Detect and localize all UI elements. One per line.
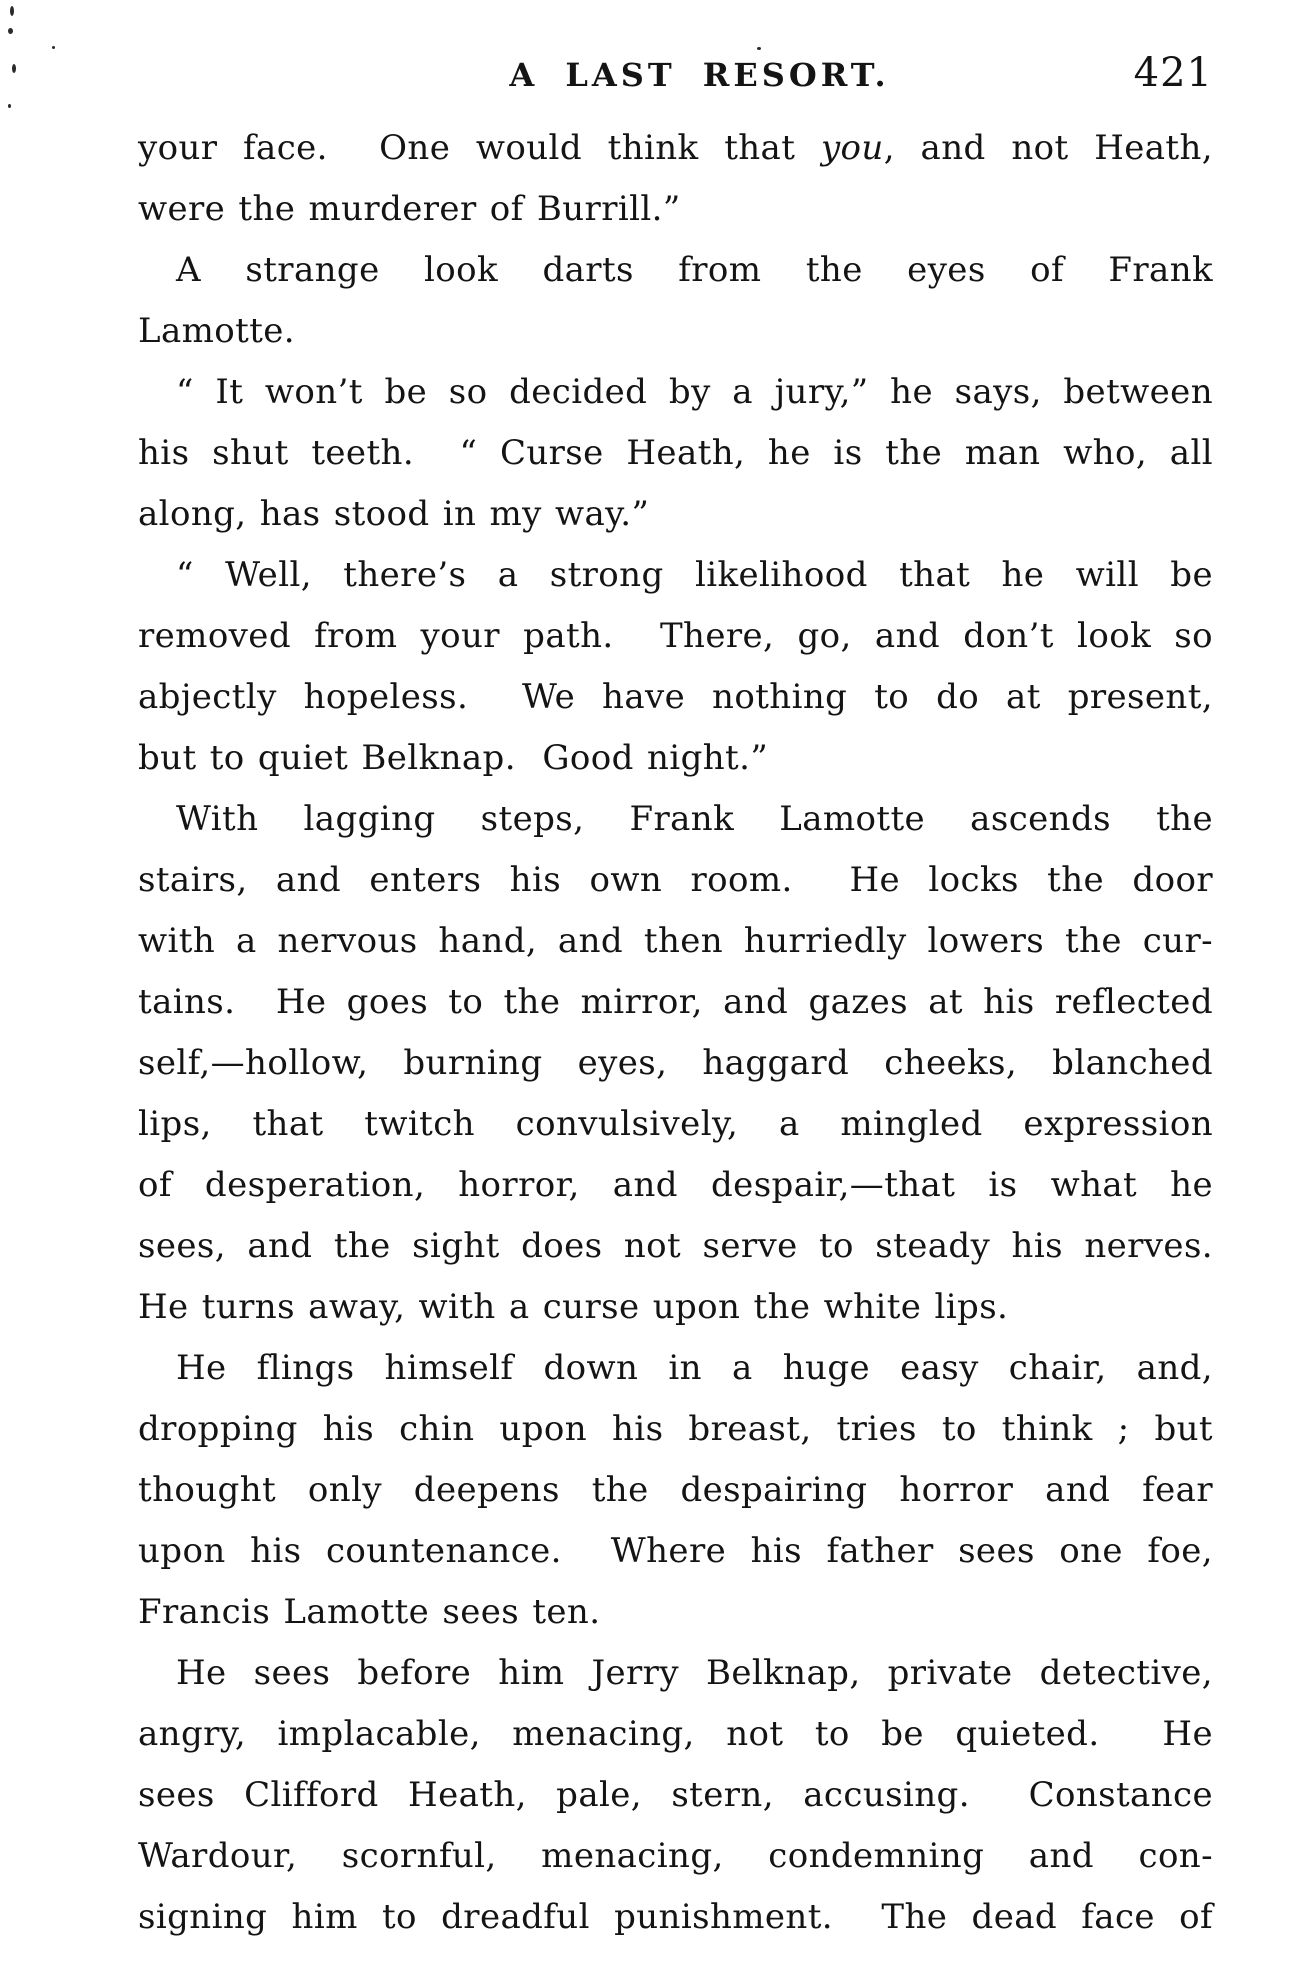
text-segment: With lagging steps, Frank Lamotte ascends the <box>176 799 1213 839</box>
text-line <box>138 1887 1213 1948</box>
text-segment: of desperation, horror, and despair,—that is what he <box>138 1165 1213 1205</box>
text-line <box>138 484 1213 545</box>
text-line <box>138 118 1213 179</box>
text-segment: A strange look darts from the eyes of Frank <box>176 250 1213 290</box>
scan-speck <box>12 64 16 73</box>
text-line <box>138 850 1213 911</box>
text-segment: your face. One would think that <box>138 128 821 168</box>
text-line <box>138 1460 1213 1521</box>
scan-speck <box>52 46 55 49</box>
text-segment: with a nervous hand, and then hurriedly lowers the cur- <box>138 921 1213 961</box>
running-title: A LAST RESORT. <box>509 56 890 94</box>
text-line <box>138 545 1213 606</box>
text-line <box>138 972 1213 1033</box>
scan-speck <box>8 104 11 108</box>
text-line <box>138 1155 1213 1216</box>
scan-speck <box>8 28 13 34</box>
text-line <box>138 1094 1213 1155</box>
text-line <box>138 240 1213 301</box>
text-segment: along, has stood in my way.” <box>138 494 650 534</box>
text-line <box>138 1033 1213 1094</box>
text-line <box>138 1399 1213 1460</box>
text-segment: self,—hollow, burning eyes, haggard cheeks, blanched <box>138 1043 1213 1083</box>
text-segment: his shut teeth. “ Curse Heath, he is the man who, all <box>138 433 1213 473</box>
text-segment: lips, that twitch convulsively, a mingled expression <box>138 1104 1213 1144</box>
text-segment: “ It won’t be so decided by a jury,” he says, between <box>176 372 1213 412</box>
text-line <box>138 911 1213 972</box>
text-segment: but to quiet Belknap. Good night.” <box>138 738 769 778</box>
text-segment: dropping his chin upon his breast, tries to think ; but <box>138 1409 1213 1449</box>
text-line <box>138 1765 1213 1826</box>
text-segment: angry, implacable, menacing, not to be quieted. He <box>138 1714 1213 1754</box>
text-line <box>138 1826 1213 1887</box>
text-segment: removed from your path. There, go, and don’t look so <box>138 616 1213 656</box>
text-line <box>138 423 1213 484</box>
text-segment: Francis Lamotte sees ten. <box>138 1592 601 1632</box>
text-segment: were the murderer of Burrill.” <box>138 189 681 229</box>
text-line <box>138 1704 1213 1765</box>
text-segment: signing him to dreadful punishment. The dead face of <box>138 1897 1213 1937</box>
text-line <box>138 1338 1213 1399</box>
text-segment: stairs, and enters his own room. He locks the door <box>138 860 1213 900</box>
text-line <box>138 667 1213 728</box>
text-line <box>138 606 1213 667</box>
text-line <box>138 1521 1213 1582</box>
text-line <box>138 1643 1213 1704</box>
text-line <box>138 789 1213 850</box>
text-segment: sees, and the sight does not serve to steady his nerves. <box>138 1226 1213 1266</box>
page-number: 421 <box>1133 50 1213 96</box>
italic-text: you <box>820 128 884 168</box>
text-segment: Wardour, scornful, menacing, condemning and con- <box>138 1836 1213 1876</box>
text-segment: thought only deepens the despairing horror and fear <box>138 1470 1213 1510</box>
page-text <box>138 118 1213 1948</box>
text-segment: tains. He goes to the mirror, and gazes at his reflected <box>138 982 1213 1022</box>
text-line <box>138 362 1213 423</box>
text-line <box>138 728 1213 789</box>
text-segment: “ Well, there’s a strong likelihood that he will be <box>176 555 1213 595</box>
text-line <box>138 301 1213 362</box>
text-line <box>138 1216 1213 1277</box>
scan-speck <box>10 6 14 16</box>
text-segment: He flings himself down in a huge easy chair, and, <box>176 1348 1213 1388</box>
text-segment: Lamotte. <box>138 311 296 351</box>
text-line <box>138 1582 1213 1643</box>
running-head <box>138 50 1213 100</box>
text-segment: upon his countenance. Where his father sees one foe, <box>138 1531 1213 1571</box>
text-segment: sees Clifford Heath, pale, stern, accusing. Constance <box>138 1775 1213 1815</box>
text-line <box>138 1277 1213 1338</box>
text-segment: abjectly hopeless. We have nothing to do at present, <box>138 677 1213 717</box>
text-segment: He turns away, with a curse upon the white lips. <box>138 1287 1009 1327</box>
text-line <box>138 179 1213 240</box>
text-segment: , and not Heath, <box>883 128 1214 168</box>
text-segment: He sees before him Jerry Belknap, private detective, <box>176 1653 1213 1693</box>
